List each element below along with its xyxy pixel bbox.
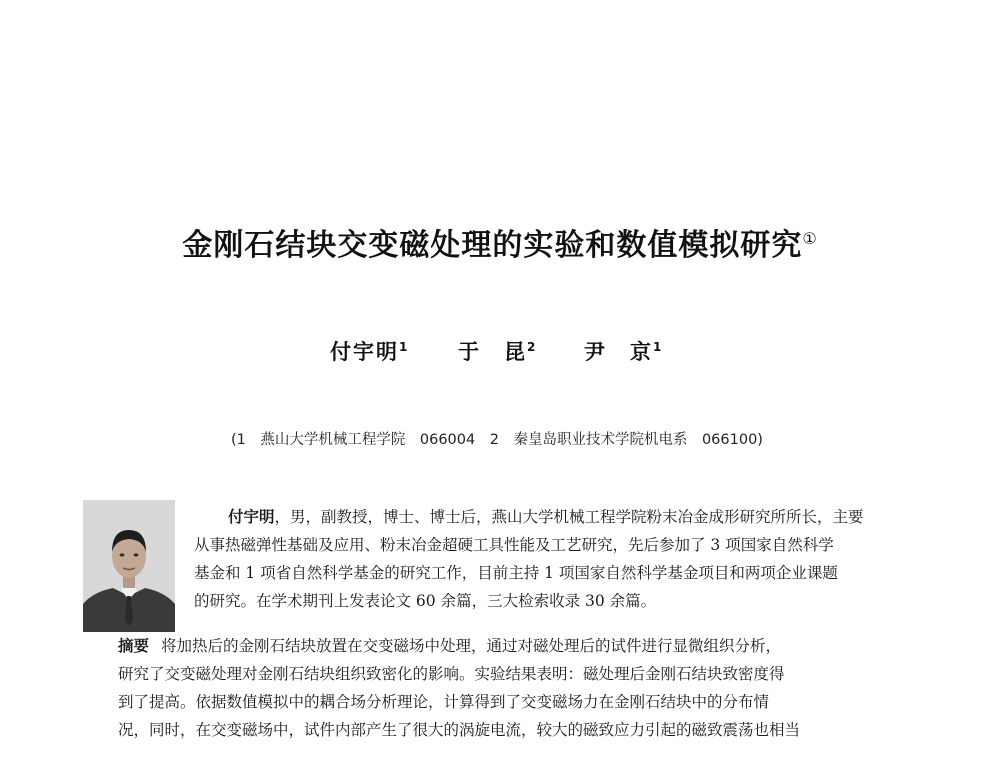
author-1: [330, 336, 409, 366]
bio-line: 的研究。在学术期刊上发表论文 60 余篇，三大检索收录 30 余篇。: [194, 592, 657, 610]
bio-line: 从事热磁弹性基础及应用、粉末冶金超硬工具性能及工艺研究，先后参加了 3 项国家自然科学: [194, 536, 834, 554]
author-photo: [83, 500, 175, 632]
abstract-line: [118, 632, 918, 660]
abstract-line: 到了提高。依据数值模拟中的耦合场分析理论，计算得到了交变磁场力在金刚石结块中的分布情: [118, 693, 770, 711]
abstract: [118, 632, 918, 744]
author-affil-mark: 2: [527, 340, 538, 354]
bio-text: ，男，副教授，博士、博士后，燕山大学机械工程学院粉末冶金成形研究所所长，主要: [274, 508, 864, 526]
author-name: 尹 京: [584, 340, 653, 364]
paper-title-text: 金刚石结块交变磁处理的实验和数值模拟研究: [182, 228, 803, 263]
bio-line: 基金和 1 项省自然科学基金的研究工作，目前主持 1 项国家自然科学基金项目和两项企业课题: [194, 564, 838, 582]
portrait-image: [83, 500, 175, 632]
title-footnote-mark: ①: [802, 229, 818, 248]
bio-author-name: 付宇明: [228, 508, 275, 526]
author-2: [458, 336, 537, 366]
abstract-text: 将加热后的金刚石结块放置在交变磁场中处理，通过对磁处理后的试件进行显微组织分析，: [161, 637, 782, 655]
abstract-line: 况，同时，在交变磁场中，试件内部产生了很大的涡旋电流，较大的磁致应力引起的磁致震荡也相当: [118, 721, 801, 739]
author-affil-mark: 1: [653, 340, 664, 354]
paper-title: [0, 220, 1000, 264]
author-list: [0, 336, 1000, 366]
author-affil-mark: 1: [399, 340, 410, 354]
author-name: 付宇明: [330, 340, 399, 364]
author-bio: [194, 503, 924, 615]
abstract-line: 研究了交变磁处理对金刚石结块组织致密化的影响。实验结果表明：磁处理后金刚石结块致密度得: [118, 665, 785, 683]
author-3: [584, 336, 663, 366]
bio-line: [194, 503, 924, 531]
abstract-label: 摘要: [118, 637, 150, 655]
author-name: 于 昆: [458, 340, 527, 364]
affiliations: (1 燕山大学机械工程学院 066004 2 秦皇岛职业技术学院机电系 066100): [231, 432, 763, 448]
